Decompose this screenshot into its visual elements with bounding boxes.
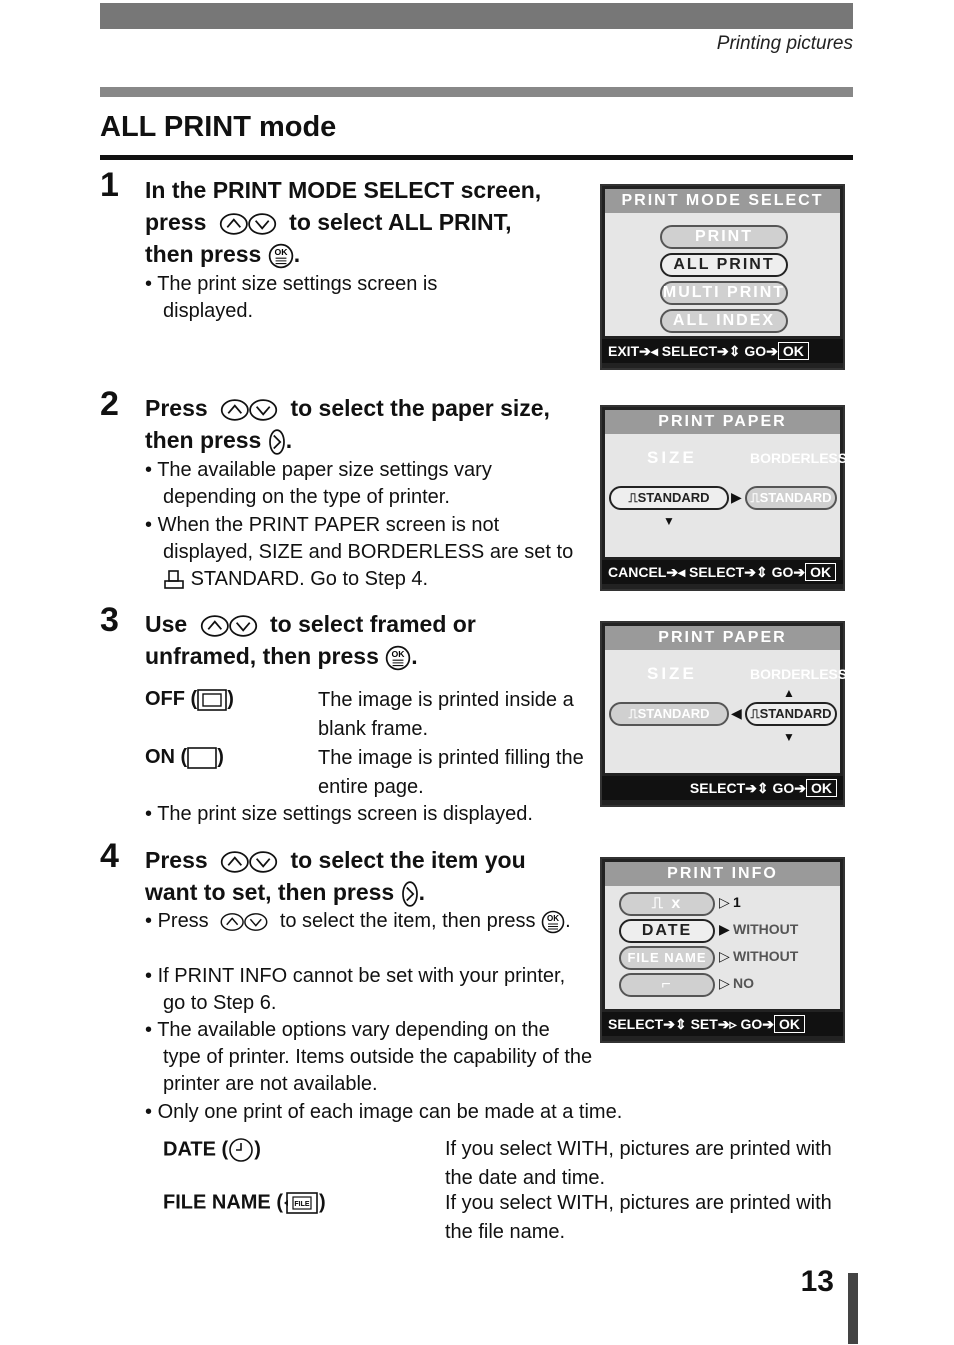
def-filename-term-text: FILE NAME (	[163, 1191, 283, 1214]
ok-button-icon	[385, 645, 411, 671]
step-3-heading-c: .	[411, 643, 418, 669]
footer-ok: OK	[774, 1015, 805, 1033]
step-1-heading-c: .	[293, 241, 301, 267]
screen-3-size-value: ⎍STANDARD	[609, 702, 729, 726]
svg-text:FILE: FILE	[294, 1201, 310, 1208]
screen-4-row-trim-value: NO	[733, 975, 754, 991]
step-number-1: 1	[100, 166, 119, 204]
up-arrow-icon: ▲	[783, 686, 795, 700]
right-button-icon	[268, 428, 286, 456]
right-arrow-icon: ▷	[719, 975, 730, 991]
ok-button-icon	[268, 243, 294, 269]
footer-go: GO	[744, 343, 767, 359]
ok-button-icon	[541, 910, 565, 934]
screen-3-footer: SELECT➔⇕ GO➔ OK	[602, 776, 843, 800]
def-date-term	[163, 1137, 261, 1163]
def-off-desc: The image is printed inside a blank frame.	[318, 689, 574, 740]
page-number: 13	[800, 1265, 834, 1298]
step-2-heading-b: to select the paper size, then press	[145, 395, 550, 453]
right-arrow-icon: ▷	[719, 948, 730, 964]
footer-exit: EXIT	[608, 343, 640, 359]
def-date-term-text: DATE (	[163, 1138, 229, 1161]
footer-select: SELECT	[608, 1016, 664, 1032]
step-2-heading-c: .	[285, 427, 293, 453]
clock-icon	[228, 1137, 254, 1163]
top-bar	[100, 3, 853, 29]
screen-4-row-filename-value: WITHOUT	[733, 948, 799, 964]
right-arrow-icon: ▶	[719, 921, 730, 937]
page-title: ALL PRINT mode	[100, 111, 337, 143]
def-filename-desc: If you select WITH, pictures are printed with the file name.	[445, 1192, 832, 1243]
footer-go: GO	[740, 1016, 763, 1032]
screen-4-row-copies-label: x	[671, 895, 683, 912]
footer-go: GO	[772, 780, 795, 796]
footer-ok: OK	[806, 779, 837, 797]
screen-2-size-text: STANDARD	[637, 490, 710, 505]
right-arrow-icon: ▶	[731, 489, 742, 505]
screen-3-size-text: STANDARD	[637, 706, 710, 721]
def-on-desc: The image is printed filling the entire page.	[318, 747, 584, 798]
step-4-bullet-1b: to select the item, then press	[279, 910, 536, 932]
footer-select: SELECT	[689, 564, 745, 580]
screen-1-item-print: PRINT	[660, 225, 788, 249]
def-on-term-end: )	[217, 746, 224, 768]
step-3-heading-a: Use	[145, 611, 188, 637]
up-down-arrow-icon	[214, 850, 284, 874]
footer-select: SELECT	[689, 780, 746, 796]
header-rule	[100, 87, 853, 97]
screen-print-info	[600, 857, 845, 1043]
screen-3-borderless-value: ⎍STANDARD	[745, 702, 837, 726]
footer-ok: OK	[805, 563, 836, 581]
screen-1-item-all-index: ALL INDEX	[660, 309, 788, 333]
title-rule	[100, 155, 853, 160]
unframed-icon	[187, 747, 217, 769]
screen-4-row-copies-value: 1	[733, 894, 741, 910]
step-1-heading	[145, 174, 565, 270]
step-4-heading	[145, 844, 575, 908]
screen-2-footer: CANCEL➔◂ SELECT➔⇕ GO➔ OK	[602, 560, 843, 584]
step-number-4: 4	[100, 837, 119, 875]
step-3-bullet: • The print size settings screen is displayed.	[145, 801, 613, 828]
step-3-heading	[145, 608, 565, 672]
def-off-term-text: OFF (	[145, 688, 198, 710]
right-button-icon	[401, 880, 419, 908]
def-date-term-end: )	[254, 1138, 261, 1161]
screen-4-row-date-value: WITHOUT	[733, 921, 799, 937]
step-4-bullet-3: • The available options vary depending on the type of printer. Items outside the capability of the printer are not available.	[145, 1017, 593, 1098]
up-down-arrow-icon	[214, 912, 274, 932]
up-down-arrow-icon	[213, 212, 283, 236]
step-4-heading-a: Press	[145, 847, 208, 873]
step-2-heading-a: Press	[145, 395, 208, 421]
def-on-term	[145, 746, 224, 769]
screen-2-borderless-value: ⎍STANDARD	[745, 486, 837, 510]
screen-2-size-label: SIZE	[647, 448, 697, 467]
step-4-bullet-1c: .	[565, 910, 571, 932]
screen-1-item-multi-print: MULTI PRINT	[660, 281, 788, 305]
step-number-2: 2	[100, 385, 119, 423]
screen-1-item-all-print: ALL PRINT	[660, 253, 788, 277]
page-edge-tab	[848, 1273, 858, 1344]
screen-3-title: PRINT PAPER	[605, 626, 840, 650]
up-down-arrow-icon	[214, 398, 284, 422]
screen-2-borderless-label: BORDERLESS	[750, 450, 848, 466]
step-1-heading-b: to select ALL PRINT, then press	[145, 209, 512, 267]
screen-print-mode-select	[600, 184, 845, 370]
screen-4-row-date: DATE	[619, 919, 715, 943]
footer-cancel: CANCEL	[608, 564, 667, 580]
screen-4-title: PRINT INFO	[605, 862, 840, 886]
screen-2-size-value: ⎍STANDARD	[609, 486, 729, 510]
footer-go: GO	[771, 564, 794, 580]
screen-1-title: PRINT MODE SELECT	[605, 189, 840, 213]
screen-2-borderless-text: STANDARD	[759, 490, 832, 505]
screen-3-borderless-label: BORDERLESS	[750, 666, 848, 682]
step-2-bullet-2a: When the PRINT PAPER screen is not displayed, SIZE and BORDERLESS are set to	[157, 514, 574, 563]
step-2-heading	[145, 392, 565, 456]
framed-icon	[197, 689, 227, 711]
screen-2-title: PRINT PAPER	[605, 410, 840, 434]
step-4-heading-b: to select the item you want to set, then press	[145, 847, 526, 905]
right-arrow-icon: ▷	[719, 894, 730, 910]
footer-ok: OK	[778, 342, 809, 360]
step-number-3: 3	[100, 601, 119, 639]
screen-print-paper-1	[600, 405, 848, 591]
screen-4-row-filename: FILE NAME	[619, 946, 715, 970]
screen-1-footer: EXIT➔◂ SELECT➔⇕ GO➔ OK	[602, 339, 843, 363]
step-4-bullet-1	[145, 908, 603, 935]
step-3-heading-b: to select framed or unframed, then press	[145, 611, 476, 669]
def-off-term-end: )	[227, 688, 234, 710]
step-4-bullet-4: • Only one print of each image can be made at a time.	[145, 1099, 763, 1126]
screen-4-row-copies: ⎍ x	[619, 892, 715, 916]
down-arrow-icon: ▼	[783, 730, 795, 744]
file-icon	[283, 1191, 319, 1215]
step-2-bullet-1: • The available paper size settings vary depending on the type of printer.	[145, 457, 583, 511]
up-down-arrow-icon	[194, 614, 264, 638]
def-off-term	[145, 688, 234, 711]
step-2-bullet-2b: STANDARD. Go to Step 4.	[190, 568, 429, 590]
left-arrow-icon: ◀	[731, 705, 742, 721]
def-on-term-text: ON (	[145, 746, 188, 768]
step-1-heading-a: In the PRINT MODE SELECT screen, press	[145, 177, 542, 235]
screen-3-size-label: SIZE	[647, 664, 697, 683]
screen-4-row-trim: ⌐	[619, 973, 715, 997]
def-filename-term	[163, 1191, 326, 1215]
screen-4-footer: SELECT➔⇕ SET➔▹ GO➔ OK	[602, 1012, 843, 1036]
step-1-bullet: • The print size settings screen is displayed.	[145, 271, 508, 325]
step-4-heading-c: .	[418, 879, 425, 905]
footer-select: SELECT	[661, 343, 718, 359]
step-4-bullet-2: • If PRINT INFO cannot be set with your printer, go to Step 6.	[145, 963, 583, 1017]
down-arrow-icon: ▼	[663, 514, 675, 528]
section-header: Printing pictures	[716, 33, 853, 54]
def-filename-term-end: )	[319, 1191, 326, 1214]
printer-icon	[163, 569, 185, 591]
step-4-bullet-1a: Press	[157, 910, 209, 932]
screen-3-borderless-text: STANDARD	[759, 706, 832, 721]
def-date-desc: If you select WITH, pictures are printed with the date and time.	[445, 1138, 832, 1189]
footer-set: SET	[690, 1016, 718, 1032]
screen-print-paper-2	[600, 621, 848, 807]
step-2-bullet-2	[145, 512, 583, 593]
